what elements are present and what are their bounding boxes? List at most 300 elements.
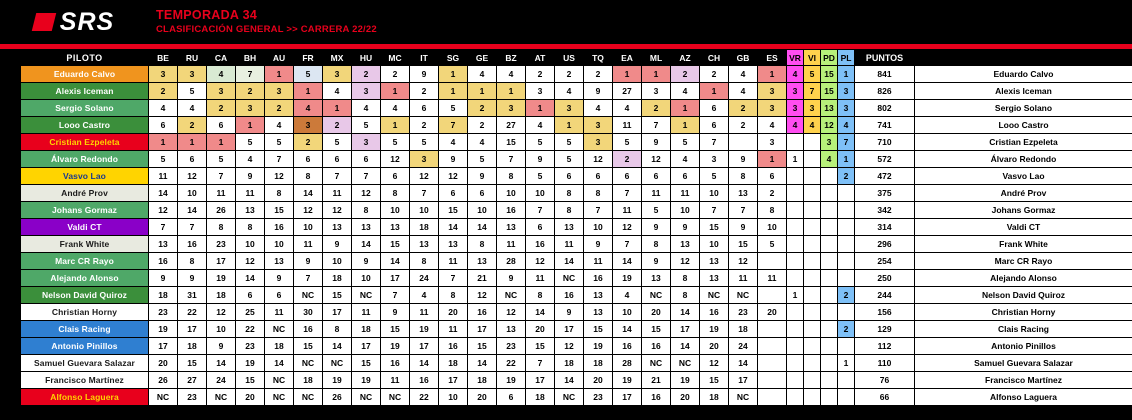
race-result: 26 bbox=[323, 389, 352, 406]
bonus-pd bbox=[821, 236, 838, 253]
row-driver-name-repeat: Eduardo Calvo bbox=[915, 66, 1132, 83]
race-result: 4 bbox=[410, 287, 439, 304]
table-row[interactable] bbox=[1, 219, 1132, 236]
race-result: NC bbox=[555, 389, 584, 406]
row-position: 11 bbox=[1, 236, 21, 253]
header-bonus-vi[interactable]: VI bbox=[804, 50, 821, 66]
race-result: 2 bbox=[642, 100, 671, 117]
row-points: 572 bbox=[855, 151, 915, 168]
race-result: 12 bbox=[207, 304, 236, 321]
header-race-ge[interactable]: GE bbox=[468, 50, 497, 66]
standings-subtitle: CLASIFICACIÓN GENERAL >> CARRERA 22/22 bbox=[156, 24, 377, 35]
race-result: 8 bbox=[671, 287, 700, 304]
race-result: 13 bbox=[352, 219, 381, 236]
header-race-mx[interactable]: MX bbox=[323, 50, 352, 66]
header-piloto: PILOTO bbox=[21, 50, 149, 66]
race-result: 9 bbox=[642, 219, 671, 236]
header-race-az[interactable]: AZ bbox=[671, 50, 700, 66]
race-result: 11 bbox=[555, 236, 584, 253]
race-result: 12 bbox=[381, 151, 410, 168]
race-result: 2 bbox=[468, 117, 497, 134]
race-result: 12 bbox=[642, 151, 671, 168]
row-driver-name[interactable]: Alejando Alonso bbox=[21, 270, 149, 287]
header-race-it[interactable]: IT bbox=[410, 50, 439, 66]
race-result: 4 bbox=[671, 83, 700, 100]
header-race-ch[interactable]: CH bbox=[700, 50, 729, 66]
race-result: 1 bbox=[439, 66, 468, 83]
row-position: 14 bbox=[1, 287, 21, 304]
race-result: 3 bbox=[236, 100, 265, 117]
race-result: 1 bbox=[468, 83, 497, 100]
race-result: 20 bbox=[758, 304, 787, 321]
race-result: 2 bbox=[410, 83, 439, 100]
header-titles bbox=[148, 0, 1132, 44]
table-row[interactable] bbox=[1, 236, 1132, 253]
race-result: 7 bbox=[323, 168, 352, 185]
bonus-vr bbox=[787, 338, 804, 355]
race-result: 16 bbox=[497, 202, 526, 219]
race-result: 14 bbox=[468, 219, 497, 236]
race-result: 4 bbox=[497, 66, 526, 83]
race-result: 9 bbox=[149, 270, 178, 287]
race-result: 10 bbox=[497, 185, 526, 202]
bonus-pd bbox=[821, 372, 838, 389]
row-position: 6 bbox=[1, 151, 21, 168]
race-result: 2 bbox=[671, 66, 700, 83]
race-result: 4 bbox=[323, 83, 352, 100]
race-result: 1 bbox=[613, 66, 642, 83]
race-result: 18 bbox=[468, 372, 497, 389]
standings-table bbox=[0, 49, 1132, 406]
race-result: 13 bbox=[381, 219, 410, 236]
race-result: 20 bbox=[468, 389, 497, 406]
race-result: 13 bbox=[265, 253, 294, 270]
row-driver-name-repeat: Frank White bbox=[915, 236, 1132, 253]
row-position: 17 bbox=[1, 338, 21, 355]
row-driver-name-repeat: Clais Racing bbox=[915, 321, 1132, 338]
race-result: 17 bbox=[178, 321, 207, 338]
row-driver-name[interactable]: Francisco Martínez bbox=[21, 372, 149, 389]
header-race-bh[interactable]: BH bbox=[236, 50, 265, 66]
race-result: 1 bbox=[207, 134, 236, 151]
race-result: 12 bbox=[265, 168, 294, 185]
race-result: NC bbox=[265, 389, 294, 406]
row-driver-name-repeat: Vasvo Lao bbox=[915, 168, 1132, 185]
bonus-vi bbox=[804, 151, 821, 168]
row-position: 1 bbox=[1, 66, 21, 83]
bonus-vi bbox=[804, 355, 821, 372]
row-position: 5 bbox=[1, 134, 21, 151]
race-result: 3 bbox=[758, 83, 787, 100]
row-driver-name[interactable]: Samuel Guevara Salazar bbox=[21, 355, 149, 372]
race-result: 17 bbox=[526, 372, 555, 389]
race-result: 9 bbox=[352, 253, 381, 270]
race-result: 6 bbox=[178, 151, 207, 168]
race-result: 23 bbox=[497, 338, 526, 355]
table-row[interactable] bbox=[1, 270, 1132, 287]
race-result: 5 bbox=[265, 134, 294, 151]
race-result: NC bbox=[729, 287, 758, 304]
race-result: 6 bbox=[294, 151, 323, 168]
race-result: 20 bbox=[149, 355, 178, 372]
race-result: 4 bbox=[236, 151, 265, 168]
header-race-gb[interactable]: GB bbox=[729, 50, 758, 66]
header-race-fr[interactable]: FR bbox=[294, 50, 323, 66]
race-result: 9 bbox=[381, 304, 410, 321]
race-result: 6 bbox=[584, 168, 613, 185]
table-row[interactable] bbox=[1, 304, 1132, 321]
race-result: 27 bbox=[497, 117, 526, 134]
header-name-repeat bbox=[915, 50, 1132, 66]
table-row[interactable] bbox=[1, 321, 1132, 338]
race-result: 14 bbox=[439, 219, 468, 236]
header-bonus-pl[interactable]: PL bbox=[838, 50, 855, 66]
race-result: 7 bbox=[352, 168, 381, 185]
race-result: 15 bbox=[729, 236, 758, 253]
race-result: NC bbox=[294, 287, 323, 304]
row-points: 342 bbox=[855, 202, 915, 219]
race-result: 11 bbox=[265, 304, 294, 321]
row-position: 10 bbox=[1, 219, 21, 236]
race-result: 5 bbox=[149, 151, 178, 168]
race-result: 19 bbox=[613, 270, 642, 287]
race-result: 15 bbox=[642, 321, 671, 338]
race-result: 22 bbox=[236, 321, 265, 338]
row-position: 8 bbox=[1, 185, 21, 202]
table-row[interactable] bbox=[1, 168, 1132, 185]
race-result: 16 bbox=[526, 236, 555, 253]
race-result: 2 bbox=[149, 83, 178, 100]
race-result: 27 bbox=[178, 372, 207, 389]
table-row[interactable] bbox=[1, 117, 1132, 134]
row-driver-name[interactable]: Clais Racing bbox=[21, 321, 149, 338]
race-result: 2 bbox=[700, 66, 729, 83]
table-row[interactable] bbox=[1, 338, 1132, 355]
race-result: 7 bbox=[584, 202, 613, 219]
race-result: 10 bbox=[236, 236, 265, 253]
race-result: 26 bbox=[207, 202, 236, 219]
race-result: NC bbox=[352, 389, 381, 406]
race-result: 4 bbox=[468, 66, 497, 83]
bonus-vi bbox=[804, 253, 821, 270]
header-bonus-vr[interactable]: VR bbox=[787, 50, 804, 66]
row-driver-name-repeat: Valdi CT bbox=[915, 219, 1132, 236]
race-result: 8 bbox=[410, 253, 439, 270]
race-result: 12 bbox=[178, 168, 207, 185]
race-result: 4 bbox=[468, 134, 497, 151]
race-result: 4 bbox=[758, 117, 787, 134]
race-result: 12 bbox=[584, 151, 613, 168]
bonus-vr bbox=[787, 185, 804, 202]
race-result: 5 bbox=[178, 83, 207, 100]
bonus-pd bbox=[821, 219, 838, 236]
race-result: NC bbox=[642, 355, 671, 372]
row-driver-name[interactable]: Alexis Iceman bbox=[21, 83, 149, 100]
table-row[interactable] bbox=[1, 372, 1132, 389]
race-result: 1 bbox=[497, 83, 526, 100]
race-result: 8 bbox=[323, 321, 352, 338]
table-row[interactable] bbox=[1, 202, 1132, 219]
header-race-be[interactable]: BE bbox=[149, 50, 178, 66]
table-row[interactable] bbox=[1, 185, 1132, 202]
bonus-vr bbox=[787, 253, 804, 270]
race-result: 8 bbox=[352, 202, 381, 219]
bonus-vi bbox=[804, 389, 821, 406]
race-result: 3 bbox=[758, 134, 787, 151]
race-result: 9 bbox=[584, 83, 613, 100]
race-result: 17 bbox=[439, 372, 468, 389]
race-result: 3 bbox=[352, 134, 381, 151]
race-result: 10 bbox=[352, 270, 381, 287]
race-result: 12 bbox=[700, 355, 729, 372]
bonus-pd: 3 bbox=[821, 134, 838, 151]
bonus-vi bbox=[804, 219, 821, 236]
race-result: 7 bbox=[149, 219, 178, 236]
race-result: 17 bbox=[381, 270, 410, 287]
race-result: 7 bbox=[265, 151, 294, 168]
row-position: 18 bbox=[1, 355, 21, 372]
race-result: 13 bbox=[323, 219, 352, 236]
row-driver-name[interactable]: Valdi CT bbox=[21, 219, 149, 236]
race-result: 6 bbox=[352, 151, 381, 168]
header-race-hu[interactable]: HU bbox=[352, 50, 381, 66]
row-driver-name[interactable]: Vasvo Lao bbox=[21, 168, 149, 185]
race-result: 2 bbox=[352, 66, 381, 83]
bonus-pd bbox=[821, 270, 838, 287]
header-race-tq[interactable]: TQ bbox=[584, 50, 613, 66]
race-result: 13 bbox=[729, 185, 758, 202]
race-result: 10 bbox=[613, 304, 642, 321]
table-row[interactable] bbox=[1, 355, 1132, 372]
table-body bbox=[1, 66, 1132, 406]
table-row[interactable] bbox=[1, 100, 1132, 117]
race-result: 3 bbox=[294, 117, 323, 134]
row-position: 20 bbox=[1, 389, 21, 406]
race-result: 18 bbox=[178, 338, 207, 355]
row-points: 375 bbox=[855, 185, 915, 202]
race-result: 7 bbox=[526, 202, 555, 219]
race-result bbox=[729, 134, 758, 151]
race-result: 3 bbox=[555, 100, 584, 117]
race-result: NC bbox=[265, 321, 294, 338]
table-row[interactable] bbox=[1, 287, 1132, 304]
bonus-pd: 13 bbox=[821, 100, 838, 117]
row-driver-name[interactable]: Looo Castro bbox=[21, 117, 149, 134]
race-result: 9 bbox=[555, 304, 584, 321]
race-result: 5 bbox=[555, 151, 584, 168]
race-result: 14 bbox=[613, 253, 642, 270]
race-result: 10 bbox=[381, 202, 410, 219]
race-result: 6 bbox=[555, 168, 584, 185]
race-result: 3 bbox=[323, 66, 352, 83]
row-driver-name[interactable]: André Prov bbox=[21, 185, 149, 202]
race-result: 19 bbox=[381, 338, 410, 355]
race-result: 14 bbox=[207, 355, 236, 372]
row-driver-name[interactable]: Antonio Pinillos bbox=[21, 338, 149, 355]
bonus-vi: 3 bbox=[804, 100, 821, 117]
race-result: 8 bbox=[207, 219, 236, 236]
bonus-pd: 12 bbox=[821, 117, 838, 134]
header-race-ml[interactable]: ML bbox=[642, 50, 671, 66]
race-result: 21 bbox=[642, 372, 671, 389]
row-points: 710 bbox=[855, 134, 915, 151]
race-result: 15 bbox=[468, 338, 497, 355]
race-result: 5 bbox=[526, 168, 555, 185]
row-position: 16 bbox=[1, 321, 21, 338]
race-result: 19 bbox=[671, 372, 700, 389]
race-result: 4 bbox=[207, 66, 236, 83]
race-result: 16 bbox=[265, 219, 294, 236]
table-row[interactable] bbox=[1, 389, 1132, 406]
race-result: 4 bbox=[178, 100, 207, 117]
race-result: 18 bbox=[323, 270, 352, 287]
race-result: 5 bbox=[758, 236, 787, 253]
race-result: 4 bbox=[584, 100, 613, 117]
race-result: 4 bbox=[352, 100, 381, 117]
header-race-ca[interactable]: CA bbox=[207, 50, 236, 66]
race-result bbox=[758, 355, 787, 372]
race-result: NC bbox=[381, 389, 410, 406]
row-driver-name[interactable]: Álvaro Redondo bbox=[21, 151, 149, 168]
table-row[interactable] bbox=[1, 66, 1132, 83]
race-result: 13 bbox=[439, 236, 468, 253]
row-driver-name[interactable]: Alfonso Laguera bbox=[21, 389, 149, 406]
race-result: 1 bbox=[758, 66, 787, 83]
race-result: NC bbox=[294, 355, 323, 372]
bonus-vr bbox=[787, 304, 804, 321]
row-position: 3 bbox=[1, 100, 21, 117]
race-result: 18 bbox=[729, 321, 758, 338]
race-result: 12 bbox=[236, 253, 265, 270]
race-result: 8 bbox=[236, 219, 265, 236]
race-result: 7 bbox=[642, 117, 671, 134]
race-result: 14 bbox=[323, 338, 352, 355]
bonus-vr: 3 bbox=[787, 100, 804, 117]
bonus-pl: 1 bbox=[838, 355, 855, 372]
header-race-ru[interactable]: RU bbox=[178, 50, 207, 66]
race-result: 5 bbox=[526, 134, 555, 151]
race-result: 8 bbox=[555, 202, 584, 219]
row-driver-name[interactable]: Marc CR Rayo bbox=[21, 253, 149, 270]
race-result: 11 bbox=[439, 253, 468, 270]
race-result: 17 bbox=[323, 304, 352, 321]
table-row[interactable] bbox=[1, 253, 1132, 270]
race-result: 3 bbox=[497, 100, 526, 117]
row-driver-name[interactable]: Christian Horny bbox=[21, 304, 149, 321]
race-result: 4 bbox=[526, 117, 555, 134]
row-points: 66 bbox=[855, 389, 915, 406]
race-result: 14 bbox=[555, 372, 584, 389]
race-result: 5 bbox=[352, 117, 381, 134]
race-result: 3 bbox=[700, 151, 729, 168]
race-result: 6 bbox=[323, 151, 352, 168]
race-result: 19 bbox=[700, 321, 729, 338]
race-result: 6 bbox=[700, 100, 729, 117]
row-driver-name[interactable]: Johans Gormaz bbox=[21, 202, 149, 219]
row-points: 129 bbox=[855, 321, 915, 338]
row-driver-name-repeat: Alejando Alonso bbox=[915, 270, 1132, 287]
header-bonus-pd[interactable]: PD bbox=[821, 50, 838, 66]
row-driver-name[interactable]: Sergio Solano bbox=[21, 100, 149, 117]
race-result: 19 bbox=[613, 372, 642, 389]
bonus-vi bbox=[804, 202, 821, 219]
race-result: 12 bbox=[352, 185, 381, 202]
header-race-mc[interactable]: MC bbox=[381, 50, 410, 66]
race-result: 18 bbox=[352, 321, 381, 338]
race-result: 14 bbox=[381, 253, 410, 270]
race-result: 13 bbox=[497, 219, 526, 236]
race-result: 2 bbox=[584, 66, 613, 83]
race-result: 11 bbox=[729, 270, 758, 287]
race-result: 1 bbox=[671, 117, 700, 134]
header-race-us[interactable]: US bbox=[555, 50, 584, 66]
race-result: 1 bbox=[323, 100, 352, 117]
bonus-pl bbox=[838, 253, 855, 270]
bonus-pl: 4 bbox=[838, 117, 855, 134]
header-race-au[interactable]: AU bbox=[265, 50, 294, 66]
row-points: 314 bbox=[855, 219, 915, 236]
race-result: 1 bbox=[439, 83, 468, 100]
header-race-es[interactable]: ES bbox=[758, 50, 787, 66]
race-result: 2 bbox=[236, 83, 265, 100]
race-result: 5 bbox=[671, 134, 700, 151]
row-points: 296 bbox=[855, 236, 915, 253]
race-result: 13 bbox=[410, 236, 439, 253]
header-race-sg[interactable]: SG bbox=[439, 50, 468, 66]
race-result: 17 bbox=[671, 321, 700, 338]
header-race-bz[interactable]: BZ bbox=[497, 50, 526, 66]
row-driver-name[interactable]: Frank White bbox=[21, 236, 149, 253]
race-result: 20 bbox=[642, 304, 671, 321]
race-result: 7 bbox=[700, 134, 729, 151]
race-result: 5 bbox=[439, 100, 468, 117]
row-driver-name-repeat: Christian Horny bbox=[915, 304, 1132, 321]
race-result: 1 bbox=[381, 83, 410, 100]
bonus-pl: 1 bbox=[838, 151, 855, 168]
race-result: 15 bbox=[700, 219, 729, 236]
bonus-pl bbox=[838, 236, 855, 253]
row-driver-name[interactable]: Nelson David Quiroz bbox=[21, 287, 149, 304]
row-driver-name[interactable]: Eduardo Calvo bbox=[21, 66, 149, 83]
race-result: 7 bbox=[207, 168, 236, 185]
bonus-pd bbox=[821, 389, 838, 406]
bonus-vr bbox=[787, 219, 804, 236]
race-result: 14 bbox=[468, 355, 497, 372]
row-driver-name[interactable]: Cristian Ezpeleta bbox=[21, 134, 149, 151]
bonus-vr: 1 bbox=[787, 151, 804, 168]
race-result: 3 bbox=[584, 134, 613, 151]
row-points: 156 bbox=[855, 304, 915, 321]
table-row[interactable] bbox=[1, 83, 1132, 100]
race-result: 7 bbox=[526, 355, 555, 372]
race-result: 15 bbox=[439, 202, 468, 219]
race-result: 7 bbox=[294, 270, 323, 287]
race-result: 3 bbox=[352, 83, 381, 100]
table-row[interactable] bbox=[1, 151, 1132, 168]
header-race-ea[interactable]: EA bbox=[613, 50, 642, 66]
race-result: 8 bbox=[642, 236, 671, 253]
race-result: 23 bbox=[149, 304, 178, 321]
race-result: 3 bbox=[149, 66, 178, 83]
header-race-at[interactable]: AT bbox=[526, 50, 555, 66]
table-row[interactable] bbox=[1, 134, 1132, 151]
race-result: 3 bbox=[265, 83, 294, 100]
race-result: 10 bbox=[526, 185, 555, 202]
race-result: 6 bbox=[700, 117, 729, 134]
race-result: 20 bbox=[584, 372, 613, 389]
race-result: 9 bbox=[410, 66, 439, 83]
race-result: 15 bbox=[178, 355, 207, 372]
